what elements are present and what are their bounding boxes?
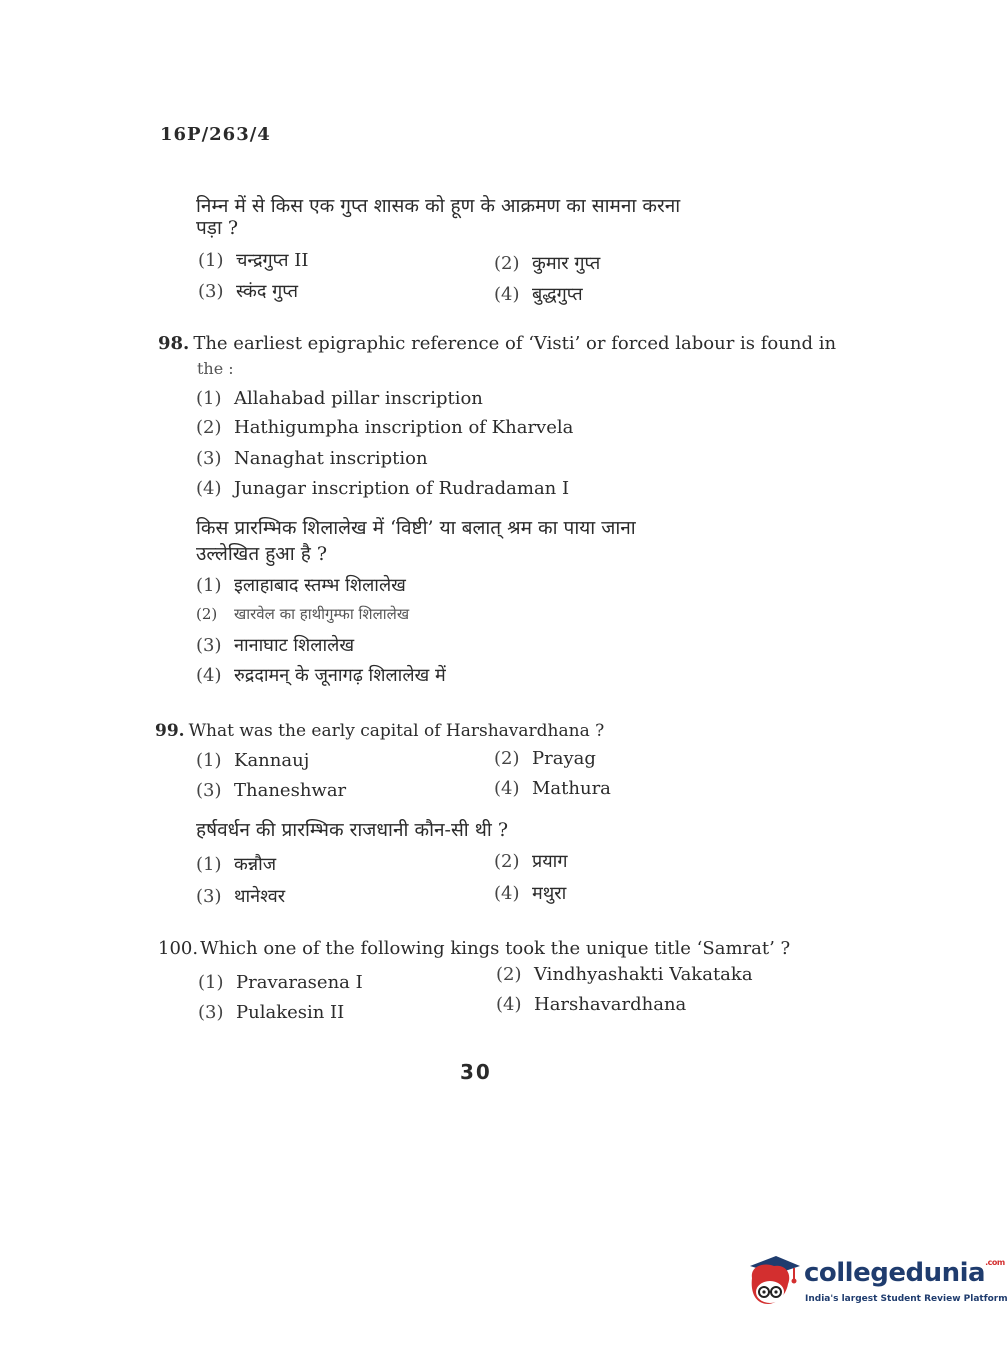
q100-option-3: (3) Pulakesin II [198,1002,345,1023]
q98-question-line2: the : [197,359,234,378]
q97-hi-option-2: (2) कुमार गुप्त [494,253,601,274]
q98-option-3: (3) Nanaghat inscription [196,448,428,469]
q99-hi-option-2: (2) प्रयाग [494,851,568,872]
q100-option-1: (1) Pravarasena I [198,972,363,993]
q99-hi-option-3: (3) थानेश्वर [196,886,286,907]
logo-wordmark: collegedunia$^{.com}$ [804,1258,1005,1288]
q99-option-1: (1) Kannauj [196,750,310,771]
q100-question: 100. Which one of the following kings took the unique title ‘Samrat’ ? [158,938,791,959]
q97-hindi-line1: निम्न में से किस एक गुप्त शासक को हूण के आक्रमण का सामना करना [196,195,681,217]
q99-hi-option-1: (1) कन्नौज [196,854,277,875]
collegedunia-logo [742,1252,1008,1312]
paper-code: 16P/263/4 [160,124,271,145]
q97-hindi-line2: पड़ा ? [196,217,239,239]
page-number: 30 [460,1060,492,1084]
q97-hi-option-4: (4) बुद्धगुप्त [494,284,583,305]
q99-option-4: (4) Mathura [494,778,611,799]
q100-option-4: (4) Harshavardhana [496,994,687,1015]
q99-question: 99. What was the early capital of Harshavardhana ? [155,721,605,741]
q98-question-line1: 98. The earliest epigraphic reference of ‘Visti’ or forced labour is found in [158,333,837,354]
q98-hindi-line2: उल्लेखित हुआ है ? [196,543,328,565]
mascot-icon [742,1252,802,1312]
q98-option-2: (2) Hathigumpha inscription of Kharvela [196,417,574,438]
q97-hi-option-1: (1) चन्द्रगुप्त II [198,250,309,271]
logo-tagline: India's largest Student Review Platform [805,1294,1008,1304]
q98-hi-option-4: (4) रुद्रदामन् के जूनागढ़ शिलालेख में [196,665,446,686]
q99-hindi-question: हर्षवर्धन की प्रारम्भिक राजधानी कौन-सी थी ? [196,819,509,841]
q98-option-4: (4) Junagar inscription of Rudradaman I [196,478,570,499]
q98-hi-option-3: (3) नानाघाट शिलालेख [196,635,355,656]
q99-option-3: (3) Thaneshwar [196,780,347,801]
q100-option-2: (2) Vindhyashakti Vakataka [496,964,753,985]
q98-hi-option-1: (1) इलाहाबाद स्तम्भ शिलालेख [196,575,406,596]
q97-hi-option-3: (3) स्कंद गुप्त [198,281,299,302]
q99-option-2: (2) Prayag [494,748,596,769]
q99-hi-option-4: (4) मथुरा [494,883,567,904]
q98-option-1: (1) Allahabad pillar inscription [196,388,483,409]
q98-hi-option-2: (2) खारवेल का हाथीगुम्फा शिलालेख [196,605,410,623]
q98-hindi-line1: किस प्रारम्भिक शिलालेख में ‘विष्टी’ या बलात् श्रम का पाया जाना [196,517,636,539]
